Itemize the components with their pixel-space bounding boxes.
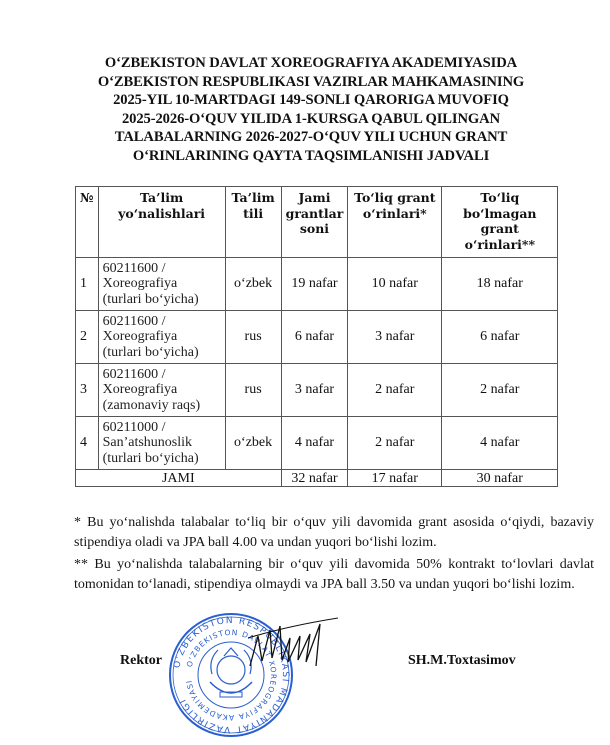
row-num: 3 <box>76 364 99 417</box>
row-partial: 2 nafar <box>442 364 558 417</box>
direction-detail: (turlari bo‘yicha) <box>102 291 199 307</box>
signature-position: Rektor <box>120 653 162 668</box>
direction-detail: (zamonaviy raqs) <box>102 397 201 413</box>
total-label: JAMI <box>76 470 282 487</box>
row-num: 1 <box>76 258 99 311</box>
row-partial: 6 nafar <box>442 311 558 364</box>
title-line: 2025-YIL 10-MARTDAGI 149-SONLI QARORIGA MUVOFIQ <box>113 92 509 108</box>
row-full: 2 nafar <box>348 364 442 417</box>
total-full: 17 nafar <box>348 470 442 487</box>
row-partial: 4 nafar <box>442 417 558 470</box>
row-num: 4 <box>76 417 99 470</box>
footnote-full-grant: * Bu yo‘nalishda talabalar to‘liq bir o‘quv yili davomida grant asosida o‘qiydi, bazaviy stipendiya oladi va JPA ball 4.00 va undan yuqori bo‘lishi lozim. <box>74 515 594 550</box>
row-full: 3 nafar <box>348 311 442 364</box>
row-language: rus <box>225 364 281 417</box>
row-partial: 18 nafar <box>442 258 558 311</box>
title-line: O‘ZBEKISTON DAVLAT XOREOGRAFIYA AKADEMIYASIDA <box>104 55 518 71</box>
handwritten-signature-icon <box>248 616 348 676</box>
direction-code: 60211600 / <box>102 260 166 276</box>
row-direction <box>98 417 225 470</box>
direction-code: 60211000 / <box>102 419 166 435</box>
row-direction <box>98 258 225 311</box>
svg-text:O‘ZBEKISTON DAVLAT XOREOGRAFIY: O‘ZBEKISTON DAVLAT XOREOGRAFIYA AKADEMIYASI <box>184 627 279 723</box>
row-total: 3 nafar <box>281 364 348 417</box>
table-row <box>76 364 558 417</box>
row-total: 4 nafar <box>281 417 348 470</box>
footnote-partial-grant: ** Bu yo‘nalishda talabalarning bir o‘quv yili davomida 50% kontrakt to‘lovlari davlat tomonidan to‘lanadi, stipendiya olmaydi va JPA ball 3.50 va undan yuqori bo‘lishi lozim. <box>74 557 594 592</box>
direction-name: Xoreografiya <box>102 276 178 292</box>
signatory-name: SH.M.Toxtasimov <box>408 653 516 668</box>
document-title <box>0 54 610 165</box>
header-partial-grants: To‘liq bo‘lmagan grant o‘rinlari** <box>442 187 558 258</box>
title-line: 2025-2026-O‘QUV YILIDA 1-KURSGA QABUL QILINGAN <box>121 110 501 127</box>
total-row <box>76 470 558 487</box>
direction-code: 60211600 / <box>102 366 166 382</box>
row-full: 2 nafar <box>348 417 442 470</box>
row-total: 19 nafar <box>281 258 348 311</box>
header-direction: Ta’lim yo‘nalishlari <box>98 187 225 258</box>
row-language: o‘zbek <box>225 417 281 470</box>
table-row <box>76 311 558 364</box>
row-full: 10 nafar <box>348 258 442 311</box>
total-partial: 30 nafar <box>442 470 558 487</box>
table-row <box>76 258 558 311</box>
direction-name: Xoreografiya <box>102 329 178 345</box>
header-language: Ta’lim tili <box>225 187 281 258</box>
row-direction <box>98 311 225 364</box>
header-full-grants: To‘liq grant o‘rinlari* <box>348 187 442 258</box>
row-language: rus <box>225 311 281 364</box>
direction-detail: (turlari bo‘yicha) <box>102 450 199 466</box>
header-num: № <box>76 187 99 258</box>
direction-name: San’atshunoslik <box>102 435 193 451</box>
direction-name: Xoreografiya <box>102 382 178 398</box>
grant-table <box>75 186 558 487</box>
header-total-grants: Jami grantlar soni <box>281 187 348 258</box>
direction-detail: (turlari bo‘yicha) <box>102 344 199 360</box>
table-row <box>76 417 558 470</box>
row-direction <box>98 364 225 417</box>
row-num: 2 <box>76 311 99 364</box>
title-line: O‘ZBEKISTON RESPUBLIKASI VAZIRLAR MAHKAMASINING <box>97 73 525 90</box>
total-grants: 32 nafar <box>281 470 348 487</box>
direction-code: 60211600 / <box>102 313 166 329</box>
title-line: TALABALARNING 2026-2027-O‘QUV YILI UCHUN GRANT <box>114 129 508 145</box>
svg-text:O‘ZBEKISTON RESPUBLIKASI MADAN: O‘ZBEKISTON RESPUBLIKASI MADANIYAT VAZIRLIGI <box>172 615 291 735</box>
row-total: 6 nafar <box>281 311 348 364</box>
title-line: O‘RINLARINING QAYTA TAQSIMLANISHI JADVALI <box>132 147 490 164</box>
row-language: o‘zbek <box>225 258 281 311</box>
table-header-row <box>76 187 558 258</box>
